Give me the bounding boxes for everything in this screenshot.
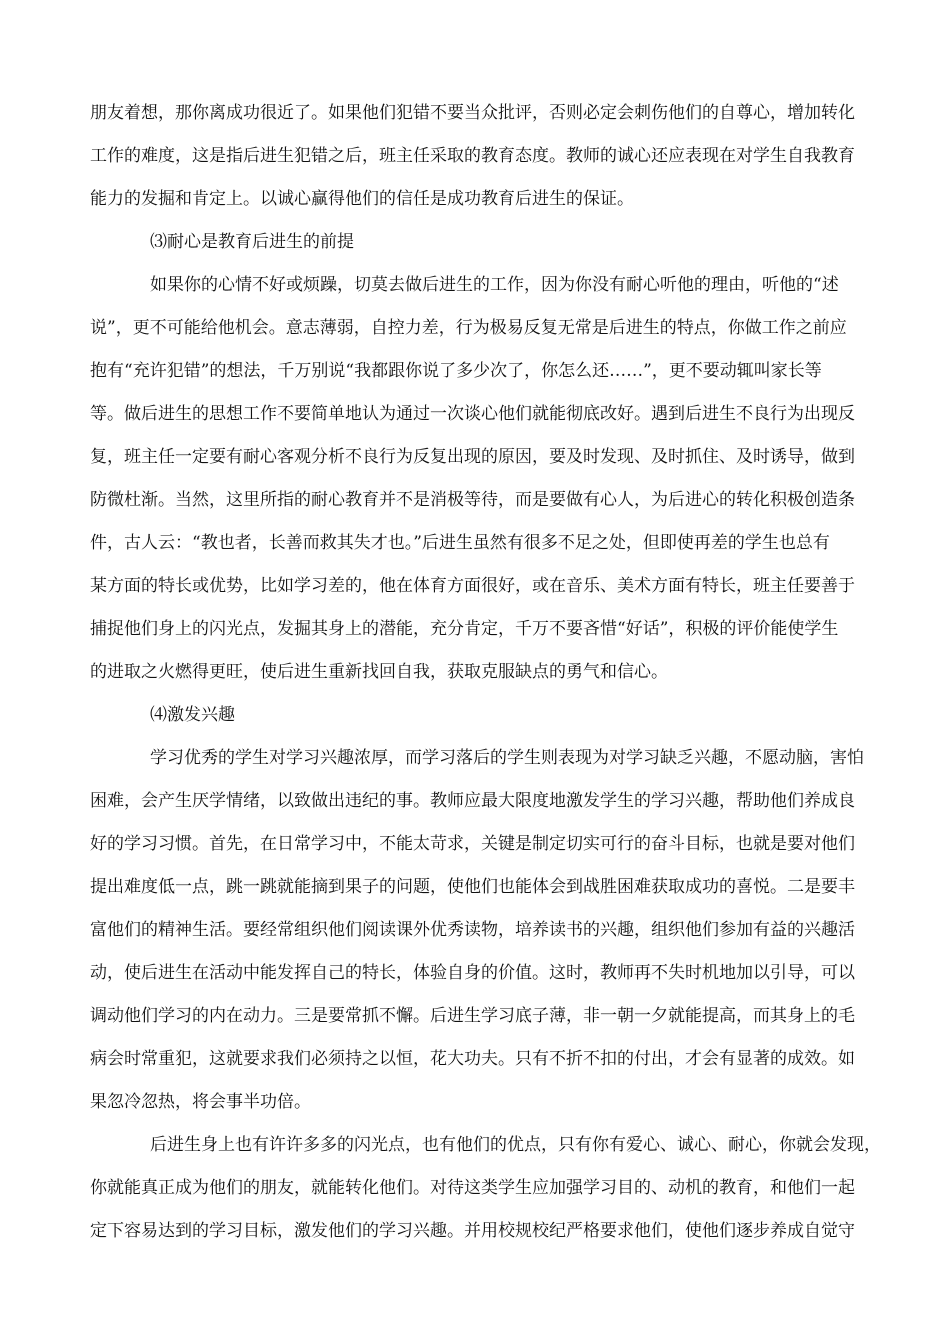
text-line: 抱有“充许犯错”的想法，千万别说“我都跟你说了多少次了，你怎么还……”，更不要动辄叫家长等 — [90, 361, 822, 381]
text-line: 果忽冷忽热，将会事半功倍。 — [90, 1092, 311, 1112]
text-line: 朋友着想，那你离成功很近了。如果他们犯错不要当众批评，否则必定会刺伤他们的自尊心，增加转化 — [90, 103, 855, 123]
text-line: 你就能真正成为他们的朋友，就能转化他们。对待这类学生应加强学习目的、动机的教育，和他们一起 — [90, 1178, 855, 1198]
text-line: 工作的难度，这是指后进生犯错之后，班主任采取的教育态度。教师的诚心还应表现在对学生自我教育 — [90, 146, 855, 166]
text-line: 的进取之火燃得更旺，使后进生重新找回自我，获取克服缺点的勇气和信心。 — [90, 662, 668, 682]
section-heading: ⑶耐心是教育后进生的前提 — [150, 232, 354, 252]
text-line: 件，古人云：“教也者，长善而救其失才也。”后进生虽然有很多不足之处，但即使再差的学生也总有 — [90, 533, 830, 553]
text-line: 定下容易达到的学习目标，激发他们的学习兴趣。并用校规校纪严格要求他们，使他们逐步养成自觉守 — [90, 1221, 855, 1241]
text-line: 动，使后进生在活动中能发挥自己的特长，体验自身的价值。这时，教师再不失时机地加以引导，可以 — [90, 963, 855, 983]
text-line: 富他们的精神生活。要经常组织他们阅读课外优秀读物，培养读书的兴趣，组织他们参加有益的兴趣活 — [90, 920, 855, 940]
text-line: 好的学习习惯。首先，在日常学习中，不能太苛求，关键是制定切实可行的奋斗目标，也就是要对他们 — [90, 834, 855, 854]
text-line: 困难，会产生厌学情绪，以致做出违纪的事。教师应最大限度地激发学生的学习兴趣，帮助他们养成良 — [90, 791, 855, 811]
text-line: 提出难度低一点，跳一跳就能摘到果子的问题，使他们也能体会到战胜困难获取成功的喜悦。二是要丰 — [90, 877, 855, 897]
text-line: 学习优秀的学生对学习兴趣浓厚，而学习落后的学生则表现为对学习缺乏兴趣，不愿动脑，害怕 — [150, 748, 864, 768]
text-line: 后进生身上也有许许多多的闪光点，也有他们的优点，只有你有爱心、诚心、耐心，你就会发现， — [150, 1135, 881, 1155]
text-line: 捕捉他们身上的闪光点，发掘其身上的潜能，充分肯定，千万不要吝惜“好话”，积极的评价能使学生 — [90, 619, 839, 639]
text-line: 病会时常重犯，这就要求我们必须持之以恒，花大功夫。只有不折不扣的付出，才会有显著的成效。如 — [90, 1049, 855, 1069]
text-line: 说”，更不可能给他机会。意志薄弱，自控力差，行为极易反复无常是后进生的特点，你做工作之前应 — [90, 318, 847, 338]
text-line: 能力的发掘和肯定上。以诚心赢得他们的信任是成功教育后进生的保证。 — [90, 189, 634, 209]
text-line: 复，班主任一定要有耐心客观分析不良行为反复出现的原因，要及时发现、及时抓住、及时诱导，做到 — [90, 447, 855, 467]
text-line: 某方面的特长或优势，比如学习差的，他在体育方面很好，或在音乐、美术方面有特长，班主任要善于 — [90, 576, 855, 596]
text-line: 防微杜渐。当然，这里所指的耐心教育并不是消极等待，而是要做有心人，为后进心的转化积极创造条 — [90, 490, 855, 510]
text-line: 如果你的心情不好或烦躁，切莫去做后进生的工作，因为你没有耐心听他的理由，听他的“述 — [150, 275, 839, 295]
section-heading: ⑷激发兴趣 — [150, 705, 235, 725]
text-line: 等。做后进生的思想工作不要简单地认为通过一次谈心他们就能彻底改好。遇到后进生不良行为出现反 — [90, 404, 855, 424]
text-line: 调动他们学习的内在动力。三是要常抓不懈。后进生学习底子薄，非一朝一夕就能提高，而其身上的毛 — [90, 1006, 855, 1026]
